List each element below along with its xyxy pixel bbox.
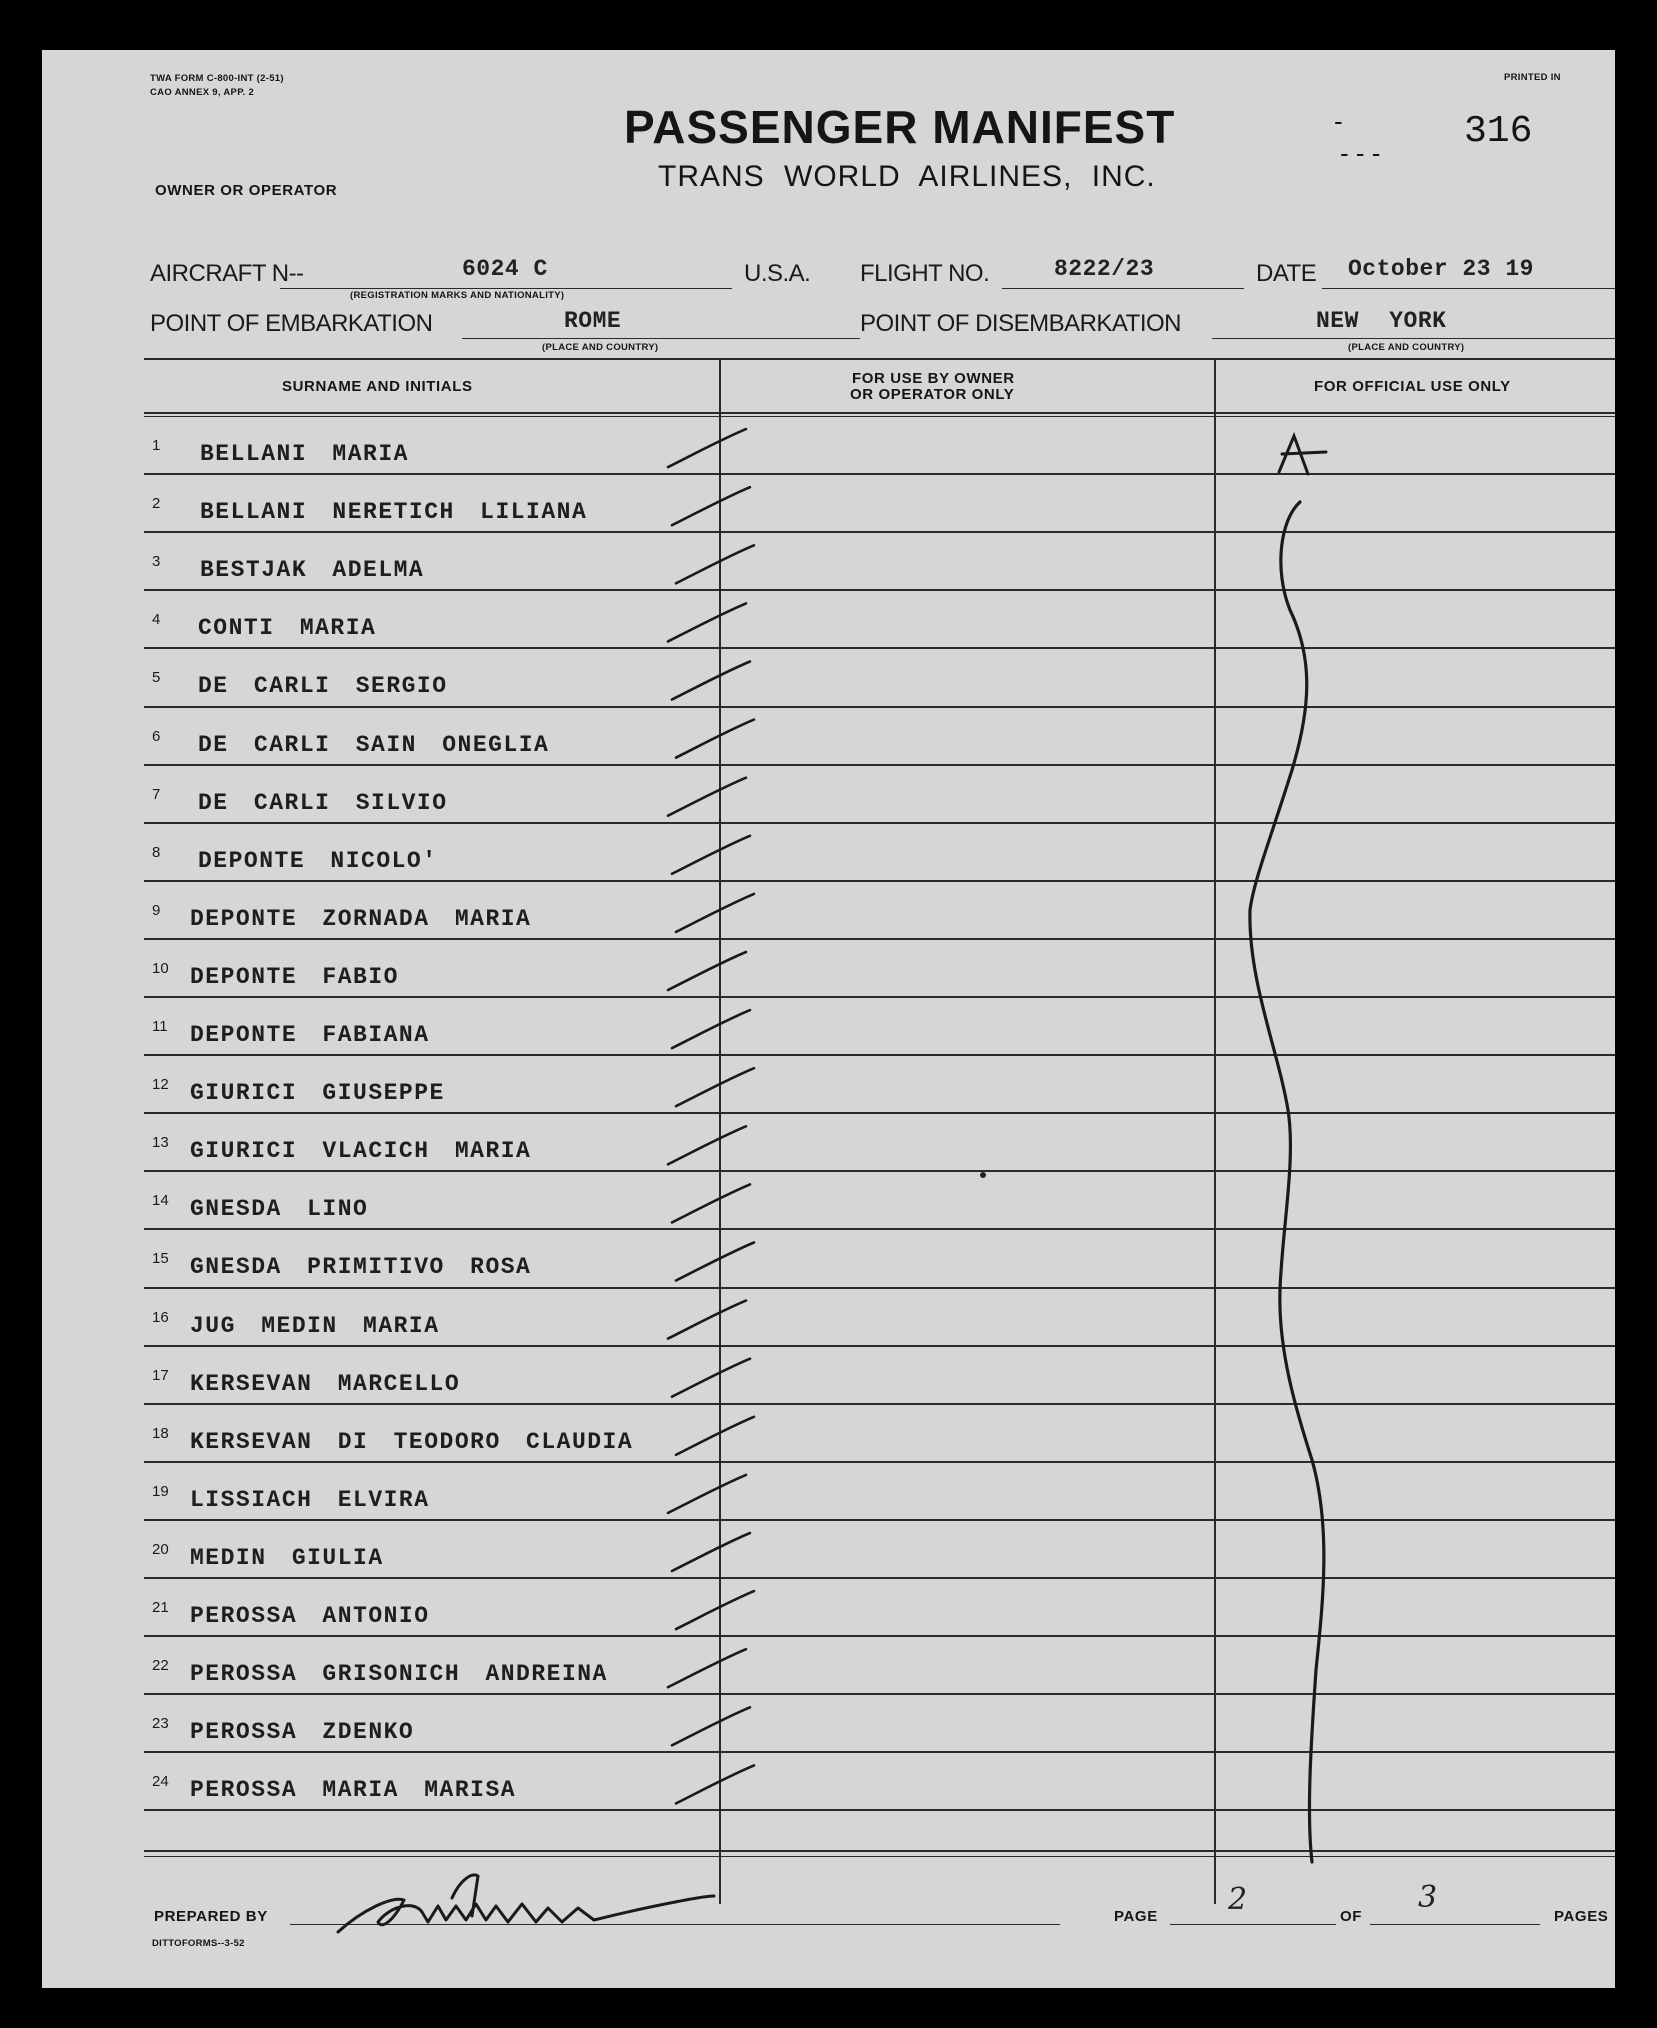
col-surname: SURNAME AND INITIALS <box>282 378 473 395</box>
passenger-name: LISSIACH ELVIRA <box>190 1486 430 1513</box>
place-caption: (PLACE AND COUNTRY) <box>542 342 659 353</box>
passenger-name: GIURICI GIUSEPPE <box>190 1080 445 1107</box>
check-tick <box>672 1533 750 1571</box>
row-number: 9 <box>152 901 161 919</box>
passenger-name: JUG MEDIN MARIA <box>190 1312 440 1339</box>
row-number: 2 <box>152 495 161 513</box>
of-value: 3 <box>1418 1880 1438 1915</box>
check-tick <box>676 1068 754 1106</box>
check-tick <box>672 1707 750 1745</box>
check-tick <box>676 1243 754 1281</box>
check-tick <box>668 1301 746 1339</box>
passenger-name: DE CARLI SERGIO <box>198 673 448 700</box>
passenger-name: DEPONTE FABIO <box>190 963 399 990</box>
row-number: 19 <box>152 1482 169 1500</box>
printed-in: PRINTED IN <box>1504 72 1561 83</box>
preparer-signature <box>338 1875 714 1932</box>
check-tick <box>676 1417 754 1455</box>
passenger-name: GNESDA PRIMITIVO ROSA <box>190 1254 532 1281</box>
row-number: 10 <box>152 959 169 977</box>
row-number: 7 <box>152 785 161 803</box>
aircraft-label: AIRCRAFT N-- <box>150 260 304 287</box>
form-annex: CAO ANNEX 9, APP. 2 <box>150 87 255 98</box>
check-tick <box>668 1475 746 1513</box>
check-tick <box>668 1649 746 1687</box>
passenger-name: DEPONTE ZORNADA MARIA <box>190 905 532 932</box>
registration-caption: (REGISTRATION MARKS AND NATIONALITY) <box>350 290 565 301</box>
check-tick <box>668 778 746 816</box>
check-tick <box>676 1591 754 1629</box>
check-tick <box>676 720 754 758</box>
check-tick <box>672 1184 750 1222</box>
row-number: 22 <box>152 1657 169 1675</box>
row-number: 12 <box>152 1076 169 1094</box>
official-use-bracket <box>1250 502 1324 1862</box>
passenger-name: PEROSSA ANTONIO <box>190 1603 430 1629</box>
row-number: 8 <box>152 843 161 861</box>
dittoforms-code: DITTOFORMS--3-52 <box>152 1938 245 1949</box>
check-tick <box>668 952 746 990</box>
usa-label: U.S.A. <box>744 260 811 287</box>
pages-label: PAGES <box>1554 1908 1609 1925</box>
passenger-name: BESTJAK ADELMA <box>200 557 425 584</box>
passenger-name: GIURICI VLACICH MARIA <box>190 1138 532 1165</box>
row-number: 24 <box>152 1773 169 1791</box>
passenger-name: KERSEVAN MARCELLO <box>190 1370 461 1397</box>
passenger-name: PEROSSA ZDENKO <box>190 1719 415 1746</box>
passenger-name: BELLANI MARIA <box>200 441 409 467</box>
passenger-name: DEPONTE FABIANA <box>190 1022 430 1048</box>
sheet-number: 316 <box>1464 110 1533 153</box>
passenger-name: CONTI MARIA <box>198 615 377 642</box>
prepared-label: PREPARED BY <box>154 1908 268 1925</box>
dash-mark: - <box>1334 106 1343 136</box>
check-tick <box>676 545 754 583</box>
date-label: DATE <box>1256 260 1317 287</box>
row-number: 5 <box>152 669 161 687</box>
airline-name: TRANS WORLD AIRLINES, INC. <box>658 160 1156 193</box>
check-tick <box>672 1010 750 1048</box>
check-tick <box>668 429 746 467</box>
passenger-name: BELLANI NERETICH LILIANA <box>200 499 588 526</box>
handwriting-overlay <box>42 50 1615 1988</box>
col-official-use: FOR OFFICIAL USE ONLY <box>1314 378 1511 395</box>
disembark-label: POINT OF DISEMBARKATION <box>860 310 1181 337</box>
owner-label: OWNER OR OPERATOR <box>155 182 338 199</box>
check-tick <box>672 1359 750 1397</box>
passenger-name: MEDIN GIULIA <box>190 1544 384 1571</box>
row-number: 17 <box>152 1366 169 1384</box>
row-number: 13 <box>152 1134 169 1152</box>
row-number: 4 <box>152 611 161 629</box>
check-tick <box>668 1126 746 1164</box>
row-number: 15 <box>152 1250 169 1268</box>
row-number: 3 <box>152 553 161 571</box>
date-value: October 23 19 <box>1348 256 1534 282</box>
disembark-value: NEW YORK <box>1316 308 1447 334</box>
place-caption-2: (PLACE AND COUNTRY) <box>1348 342 1465 353</box>
flight-value: 8222/23 <box>1054 256 1155 282</box>
check-tick <box>672 487 750 525</box>
row-number: 21 <box>152 1599 169 1616</box>
passenger-name: DE CARLI SAIN ONEGLIA <box>198 731 550 758</box>
check-tick <box>672 836 750 874</box>
row-number: 23 <box>152 1715 169 1733</box>
embark-value: ROME <box>564 308 622 334</box>
of-label: OF <box>1340 1908 1363 1925</box>
check-tick <box>672 662 750 700</box>
stray-dot <box>980 1172 986 1178</box>
passenger-name: PEROSSA MARIA MARISA <box>190 1777 517 1804</box>
dash-mark: - - - <box>1340 138 1381 168</box>
col-owner-use-1: FOR USE BY OWNER <box>852 370 1015 387</box>
manifest-sheet <box>42 50 1615 1988</box>
row-number: 20 <box>152 1540 169 1558</box>
page-value: 2 <box>1228 1882 1248 1917</box>
flight-label: FLIGHT NO. <box>860 260 990 287</box>
row-number: 14 <box>152 1192 169 1210</box>
check-tick <box>668 603 746 641</box>
passenger-name: PEROSSA GRISONICH ANDREINA <box>190 1661 608 1688</box>
check-tick <box>676 1765 754 1803</box>
page-title: PASSENGER MANIFEST <box>624 101 1176 153</box>
row-number: 16 <box>152 1308 169 1326</box>
row-number: 6 <box>152 727 161 745</box>
row-number: 18 <box>152 1424 169 1442</box>
passenger-name: KERSEVAN DI TEODORO CLAUDIA <box>190 1428 634 1455</box>
row-number: 1 <box>152 437 161 454</box>
row-number: 11 <box>152 1018 168 1035</box>
col-owner-use-2: OR OPERATOR ONLY <box>850 386 1015 403</box>
official-mark-a <box>1279 436 1326 474</box>
passenger-name: DEPONTE NICOLO' <box>198 847 438 874</box>
page-label: PAGE <box>1114 1908 1158 1925</box>
embark-label: POINT OF EMBARKATION <box>150 310 433 337</box>
passenger-name: DE CARLI SILVIO <box>198 789 448 816</box>
form-code: TWA FORM C-800-INT (2-51) <box>150 73 284 84</box>
check-tick <box>676 894 754 932</box>
passenger-name: GNESDA LINO <box>190 1196 369 1223</box>
aircraft-value: 6024 C <box>462 256 548 282</box>
